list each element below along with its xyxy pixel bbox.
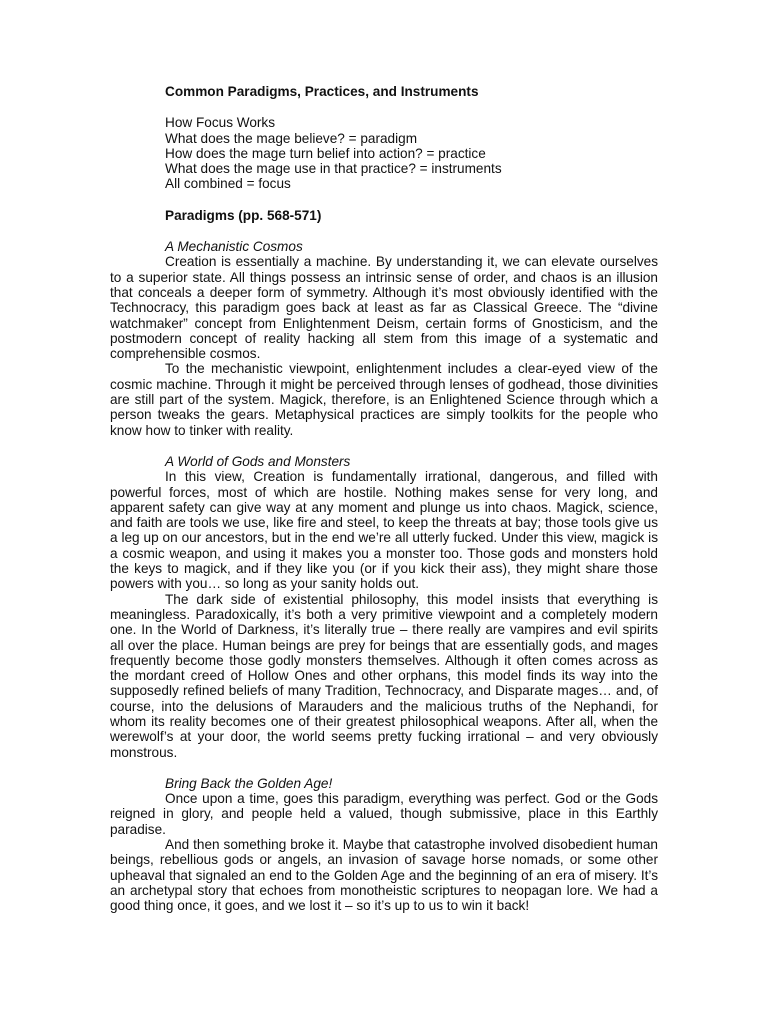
- focus-explanation: [110, 115, 658, 191]
- document-title: Common Paradigms, Practices, and Instruments: [165, 84, 479, 99]
- focus-heading: How Focus Works: [165, 115, 276, 131]
- document-page: [110, 84, 658, 914]
- section-subheading: Bring Back the Golden Age!: [165, 775, 333, 791]
- section-subheading: A World of Gods and Monsters: [165, 453, 351, 469]
- focus-line-combined: All combined = focus: [165, 176, 291, 192]
- focus-line-instruments: What does the mage use in that practice? = instruments: [165, 161, 502, 177]
- focus-line-paradigm: What does the mage believe? = paradigm: [165, 130, 418, 146]
- body-paragraph: In this view, Creation is fundamentally irrational, dangerous, and filled with powerful forces, most of which are hostile. Nothing makes sense for very long, and apparent safety can give way at any moment and plunge us into chaos. Magick, science, and faith are tools we use, like fire and steel, to keep the threats at bay; those tools give us a leg up on our ancestors, but in the end we’re all utterly fucked. Under this view, magick is a cosmic weapon, and using it makes you a monster too. Those gods and monsters hold the keys to magick, and if they like you (or if you kick their ass), they might share those powers with you… so long as your sanity holds out.: [110, 469, 658, 592]
- body-paragraph: The dark side of existential philosophy, this model insists that everything is meaningless. Paradoxically, it’s both a very primitive viewpoint and a completely modern one. In the World of Darkness, it’s literally true – there really are vampires and evil spirits all over the place. Human beings are prey for beings that are essentially gods, and mages frequently become those godly monsters themselves. Although it often comes across as the mordant creed of Hollow Ones and other orphans, this model finds its way into the supposedly refined beliefs of many Tradition, Technocracy, and Disparate mages… and, of course, into the delusions of Marauders and the malicious truths of the Nephandi, for whom its reality becomes one of their greatest philosophical weapons. After all, when the werewolf’s at your door, the world seems pretty fucking irrational – and very obviously monstrous.: [110, 591, 658, 760]
- body-paragraph: And then something broke it. Maybe that catastrophe involved disobedient human beings, rebellious gods or angels, an invasion of savage horse nomads, or some other upheaval that signaled an end to the Golden Age and the beginning of an era of misery. It’s an archetypal story that echoes from monotheistic scriptures to neopagan lore. We had a good thing once, it goes, and we lost it – so it’s up to us to win it back!: [110, 837, 658, 914]
- section-mechanistic-cosmos: [110, 239, 658, 438]
- body-paragraph: Creation is essentially a machine. By understanding it, we can elevate ourselves to a superior state. All things possess an intrinsic sense of order, and chaos is an illusion that conceals a deeper form of symmetry. Although it’s most obviously identified with the Technocracy, this paradigm goes back at least as far as Classical Greece. The “divine watchmaker” concept from Enlightenment Deism, certain forms of Gnosticism, and the postmodern concept of reality hacking all stem from this image of a systematic and comprehensible cosmos.: [110, 254, 658, 362]
- focus-line-practice: How does the mage turn belief into action? = practice: [165, 145, 486, 161]
- body-paragraph: Once upon a time, goes this paradigm, everything was perfect. God or the Gods reigned in glory, and people held a valued, though submissive, place in this Earthly paradise.: [110, 791, 658, 837]
- section-gods-and-monsters: [110, 454, 658, 760]
- body-paragraph: To the mechanistic viewpoint, enlightenment includes a clear-eyed view of the cosmic machine. Through it might be perceived through lenses of godhead, those divinities are still part of the system. Magick, therefore, is an Enlightened Science through which a person tweaks the gears. Metaphysical practices are simply toolkits for the people who know how to tinker with reality.: [110, 361, 658, 438]
- paradigms-heading: Paradigms (pp. 568-571): [165, 207, 322, 223]
- section-subheading: A Mechanistic Cosmos: [165, 239, 303, 255]
- section-golden-age: [110, 776, 658, 914]
